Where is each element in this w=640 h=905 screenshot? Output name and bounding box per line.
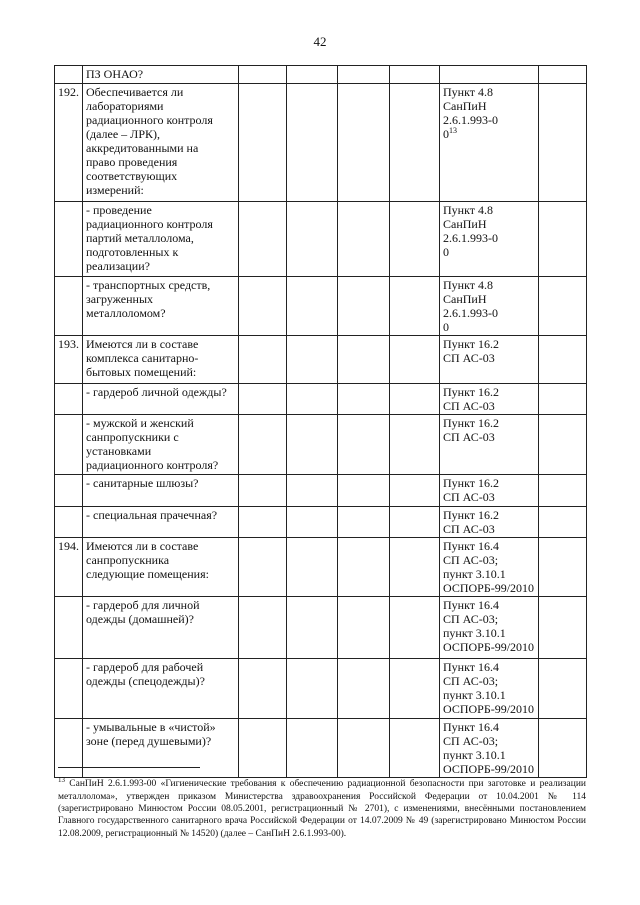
item-number: 192. bbox=[55, 84, 83, 202]
footnote-reference: 13 bbox=[449, 126, 457, 135]
blank-cell bbox=[287, 659, 338, 719]
blank-cell bbox=[287, 415, 338, 475]
blank-cell bbox=[239, 659, 287, 719]
legal-reference bbox=[440, 66, 539, 84]
blank-cell bbox=[390, 597, 440, 659]
blank-cell bbox=[390, 336, 440, 384]
blank-cell bbox=[287, 66, 338, 84]
requirement-question: - гардероб для личной одежды (домашней)? bbox=[83, 597, 239, 659]
legal-reference bbox=[440, 277, 539, 336]
requirement-question: - гардероб для рабочей одежды (спецодежды)? bbox=[83, 659, 239, 719]
legal-reference bbox=[440, 597, 539, 659]
requirement-question: Имеются ли в составе комплекса санитарно- бытовых помещений: bbox=[83, 336, 239, 384]
blank-cell bbox=[539, 507, 587, 538]
requirement-question: - специальная прачечная? bbox=[83, 507, 239, 538]
item-number bbox=[55, 66, 83, 84]
blank-cell bbox=[539, 597, 587, 659]
blank-cell bbox=[338, 507, 390, 538]
legal-reference-text: Пункт 4.8 СанПиН 2.6.1.993-0 0 bbox=[443, 85, 498, 141]
legal-reference-text: Пункт 4.8 СанПиН 2.6.1.993-0 0 bbox=[443, 203, 498, 259]
blank-cell bbox=[287, 336, 338, 384]
item-number bbox=[55, 597, 83, 659]
blank-cell bbox=[287, 384, 338, 415]
blank-cell bbox=[539, 659, 587, 719]
blank-cell bbox=[539, 538, 587, 597]
legal-reference bbox=[440, 719, 539, 778]
blank-cell bbox=[539, 719, 587, 778]
table-row bbox=[55, 597, 587, 659]
blank-cell bbox=[287, 597, 338, 659]
requirement-question: - транспортных средств, загруженных металлоломом? bbox=[83, 277, 239, 336]
blank-cell bbox=[338, 84, 390, 202]
blank-cell bbox=[390, 475, 440, 507]
blank-cell bbox=[338, 538, 390, 597]
legal-reference bbox=[440, 84, 539, 202]
legal-reference bbox=[440, 659, 539, 719]
item-number bbox=[55, 384, 83, 415]
legal-reference-text: Пункт 16.4 СП АС-03; пункт 3.10.1 ОСПОРБ-99/2010 bbox=[443, 598, 535, 654]
item-number bbox=[55, 719, 83, 778]
legal-reference bbox=[440, 538, 539, 597]
footnote-separator bbox=[58, 767, 200, 768]
blank-cell bbox=[239, 475, 287, 507]
blank-cell bbox=[390, 659, 440, 719]
legal-reference-text: Пункт 16.2 СП АС-03 bbox=[443, 508, 500, 536]
page-number: 42 bbox=[313, 34, 327, 49]
blank-cell bbox=[390, 507, 440, 538]
blank-cell bbox=[539, 475, 587, 507]
blank-cell bbox=[338, 659, 390, 719]
footnote-marker: 13 bbox=[58, 776, 65, 784]
item-number bbox=[55, 507, 83, 538]
blank-cell bbox=[239, 415, 287, 475]
item-number bbox=[55, 475, 83, 507]
legal-reference bbox=[440, 336, 539, 384]
table-row bbox=[55, 507, 587, 538]
blank-cell bbox=[239, 597, 287, 659]
legal-reference bbox=[440, 415, 539, 475]
blank-cell bbox=[287, 475, 338, 507]
table-row bbox=[55, 66, 587, 84]
item-number bbox=[55, 415, 83, 475]
legal-reference-text: Пункт 16.4 СП АС-03; пункт 3.10.1 ОСПОРБ-99/2010 bbox=[443, 539, 535, 595]
table-row bbox=[55, 475, 587, 507]
legal-reference bbox=[440, 384, 539, 415]
blank-cell bbox=[338, 475, 390, 507]
blank-cell bbox=[338, 384, 390, 415]
requirement-question: - умывальные в «чистой» зоне (перед душевыми)? bbox=[83, 719, 239, 778]
blank-cell bbox=[338, 719, 390, 778]
legal-reference-text: Пункт 16.4 СП АС-03; пункт 3.10.1 ОСПОРБ-99/2010 bbox=[443, 720, 535, 776]
legal-reference-text: Пункт 16.2 СП АС-03 bbox=[443, 416, 500, 444]
blank-cell bbox=[338, 415, 390, 475]
table-row bbox=[55, 384, 587, 415]
item-number bbox=[55, 202, 83, 277]
blank-cell bbox=[390, 202, 440, 277]
requirement-question: - санитарные шлюзы? bbox=[83, 475, 239, 507]
item-number: 194. bbox=[55, 538, 83, 597]
requirement-question: ПЗ ОНАО? bbox=[83, 66, 239, 84]
blank-cell bbox=[390, 719, 440, 778]
legal-reference-text: Пункт 4.8 СанПиН 2.6.1.993-0 0 bbox=[443, 278, 498, 334]
table-row bbox=[55, 202, 587, 277]
requirement-question: Имеются ли в составе санпропускника следующие помещения: bbox=[83, 538, 239, 597]
footnote-text: СанПиН 2.6.1.993-00 «Гигиенические требования к обеспечению радиационной безопасности при заготовке и реализации металлолома», утвержден приказом Министерства здравоохранения Российской Федерации от 10.04.2001 № 114 (зарегистрировано Минюстом России 08.05.2001, регистрационный № 2701), с изменениями, внесёнными постановлением Главного государственного санитарного врача Российской Федерации от 14.07.2009 № 49 (зарегистрировано Минюстом России 12.08.2009, регистрационный № 14520) (далее – СанПиН 2.6.1.993-00). bbox=[58, 779, 586, 839]
table-row bbox=[55, 84, 587, 202]
blank-cell bbox=[239, 538, 287, 597]
blank-cell bbox=[338, 277, 390, 336]
blank-cell bbox=[390, 415, 440, 475]
legal-reference-text: Пункт 16.2 СП АС-03 bbox=[443, 337, 500, 365]
blank-cell bbox=[239, 336, 287, 384]
legal-reference bbox=[440, 475, 539, 507]
blank-cell bbox=[287, 84, 338, 202]
requirement-question: - проведение радиационного контроля партий металлолома, подготовленных к реализации? bbox=[83, 202, 239, 277]
table-row bbox=[55, 719, 587, 778]
blank-cell bbox=[287, 202, 338, 277]
blank-cell bbox=[239, 277, 287, 336]
legal-reference bbox=[440, 507, 539, 538]
blank-cell bbox=[539, 202, 587, 277]
footnote bbox=[58, 774, 586, 840]
blank-cell bbox=[390, 84, 440, 202]
blank-cell bbox=[239, 507, 287, 538]
table-row bbox=[55, 336, 587, 384]
blank-cell bbox=[239, 384, 287, 415]
blank-cell bbox=[338, 597, 390, 659]
blank-cell bbox=[390, 384, 440, 415]
requirement-question: - мужской и женский санпропускники с установками радиационного контроля? bbox=[83, 415, 239, 475]
table-row bbox=[55, 277, 587, 336]
blank-cell bbox=[539, 384, 587, 415]
requirement-question: - гардероб личной одежды? bbox=[83, 384, 239, 415]
blank-cell bbox=[390, 66, 440, 84]
blank-cell bbox=[539, 277, 587, 336]
blank-cell bbox=[539, 84, 587, 202]
blank-cell bbox=[338, 202, 390, 277]
blank-cell bbox=[539, 336, 587, 384]
checklist-table bbox=[54, 65, 587, 778]
requirement-question: Обеспечивается ли лабораториями радиационного контроля (далее – ЛРК), аккредитованными на право проведения соответствующих измерений: bbox=[83, 84, 239, 202]
blank-cell bbox=[390, 538, 440, 597]
legal-reference-text: Пункт 16.2 СП АС-03 bbox=[443, 385, 500, 413]
blank-cell bbox=[539, 66, 587, 84]
blank-cell bbox=[287, 538, 338, 597]
blank-cell bbox=[287, 507, 338, 538]
blank-cell bbox=[239, 84, 287, 202]
blank-cell bbox=[338, 66, 390, 84]
blank-cell bbox=[239, 66, 287, 84]
blank-cell bbox=[239, 719, 287, 778]
item-number: 193. bbox=[55, 336, 83, 384]
blank-cell bbox=[239, 202, 287, 277]
legal-reference bbox=[440, 202, 539, 277]
table-row bbox=[55, 538, 587, 597]
blank-cell bbox=[287, 277, 338, 336]
legal-reference-text: Пункт 16.2 СП АС-03 bbox=[443, 476, 500, 504]
item-number bbox=[55, 659, 83, 719]
blank-cell bbox=[539, 415, 587, 475]
table-row bbox=[55, 415, 587, 475]
blank-cell bbox=[390, 277, 440, 336]
table-row bbox=[55, 659, 587, 719]
legal-reference-text: Пункт 16.4 СП АС-03; пункт 3.10.1 ОСПОРБ-99/2010 bbox=[443, 660, 535, 716]
blank-cell bbox=[287, 719, 338, 778]
item-number bbox=[55, 277, 83, 336]
blank-cell bbox=[338, 336, 390, 384]
